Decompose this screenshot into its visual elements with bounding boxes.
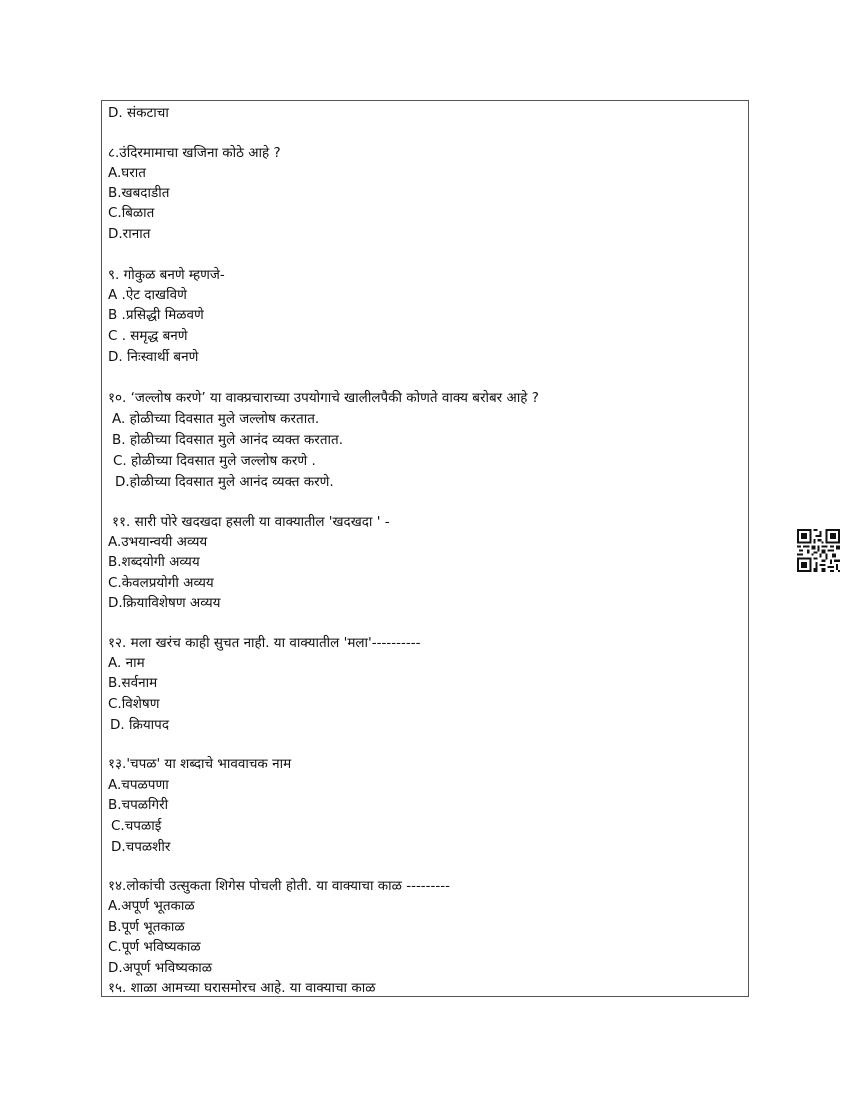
q10-option-c: C. होळीच्या दिवसात मुले जल्लोष करणे . bbox=[113, 453, 316, 469]
q9-option-b: B .प्रसिद्धी मिळवणे bbox=[108, 307, 204, 323]
q13-question: १३.'चपळ' या शब्दाचे भाववाचक नाम bbox=[108, 756, 292, 772]
q10-option-b: B. होळीच्या दिवसात मुले आनंद व्यक्त करतात. bbox=[112, 432, 344, 448]
qr-code-icon bbox=[797, 529, 840, 572]
q14-option-a: A.अपूर्ण भूतकाळ bbox=[108, 898, 195, 914]
q11-option-a: A.उभयान्वयी अव्यय bbox=[108, 534, 208, 550]
q14-option-d: D.अपूर्ण भविष्यकाळ bbox=[108, 960, 212, 976]
q14-option-b: B.पूर्ण भूतकाळ bbox=[108, 919, 185, 935]
q12-question: १२. मला खरंच काही सुचत नाही. या वाक्यातील 'मला'---------- bbox=[108, 635, 421, 651]
q12-option-b: B.सर्वनाम bbox=[108, 675, 158, 691]
q13-option-b: B.चपळगिरी bbox=[108, 797, 169, 813]
q12-option-d: D. क्रियापद bbox=[110, 717, 170, 733]
q9-question: ९. गोकुळ बनणे म्हणजे- bbox=[108, 267, 225, 283]
q10-question: १०. ‘जल्लोष करणे’ या वाक्प्रचाराच्या उपयोगाचे खालीलपैकी कोणते वाक्य बरोबर आहे ? bbox=[108, 390, 539, 406]
q10-option-d: D.होळीच्या दिवसात मुले आनंद व्यक्त करणे. bbox=[115, 474, 334, 490]
q15-question: १५. शाळा आमच्या घरासमोरच आहे. या वाक्याचा काळ bbox=[108, 980, 376, 996]
q7-option-d: D. संकटाचा bbox=[108, 105, 169, 121]
q13-option-d: D.चपळशीर bbox=[111, 839, 171, 855]
q13-option-c: C.चपळाई bbox=[111, 818, 162, 834]
q14-question: १४.लोकांची उत्सुकता शिगेस पोचली होती. या वाक्याचा काळ --------- bbox=[108, 878, 451, 894]
question-frame bbox=[101, 100, 749, 997]
q11-option-d: D.क्रियाविशेषण अव्यय bbox=[108, 595, 221, 611]
q9-option-c: C . समृद्ध बनणे bbox=[108, 328, 188, 344]
q8-option-a: A.घरात bbox=[108, 165, 146, 181]
q9-option-a: A .ऐट दाखविणे bbox=[108, 287, 187, 303]
q10-option-a: A. होळीच्या दिवसात मुले जल्लोष करतात. bbox=[112, 411, 320, 427]
q11-option-b: B.शब्दयोगी अव्यय bbox=[108, 554, 200, 570]
q14-option-c: C.पूर्ण भविष्यकाळ bbox=[108, 939, 201, 955]
q13-option-a: A.चपळपणा bbox=[108, 777, 169, 793]
q8-option-b: B.खबदाडीत bbox=[108, 185, 170, 201]
q8-option-c: C.बिळात bbox=[108, 205, 155, 221]
q8-question: ८.उंदिरमामाचा खजिना कोठे आहे ? bbox=[108, 145, 281, 161]
q12-option-c: C.विशेषण bbox=[108, 696, 160, 712]
q12-option-a: A. नाम bbox=[108, 655, 145, 671]
q9-option-d: D. निःस्वार्थी बनणे bbox=[108, 349, 199, 365]
q11-question: ११. सारी पोरे खदखदा हसली या वाक्यातील 'खदखदा ' - bbox=[112, 514, 390, 530]
q11-option-c: C.केवलप्रयोगी अव्यय bbox=[108, 575, 214, 591]
q8-option-d: D.रानात bbox=[108, 226, 151, 242]
